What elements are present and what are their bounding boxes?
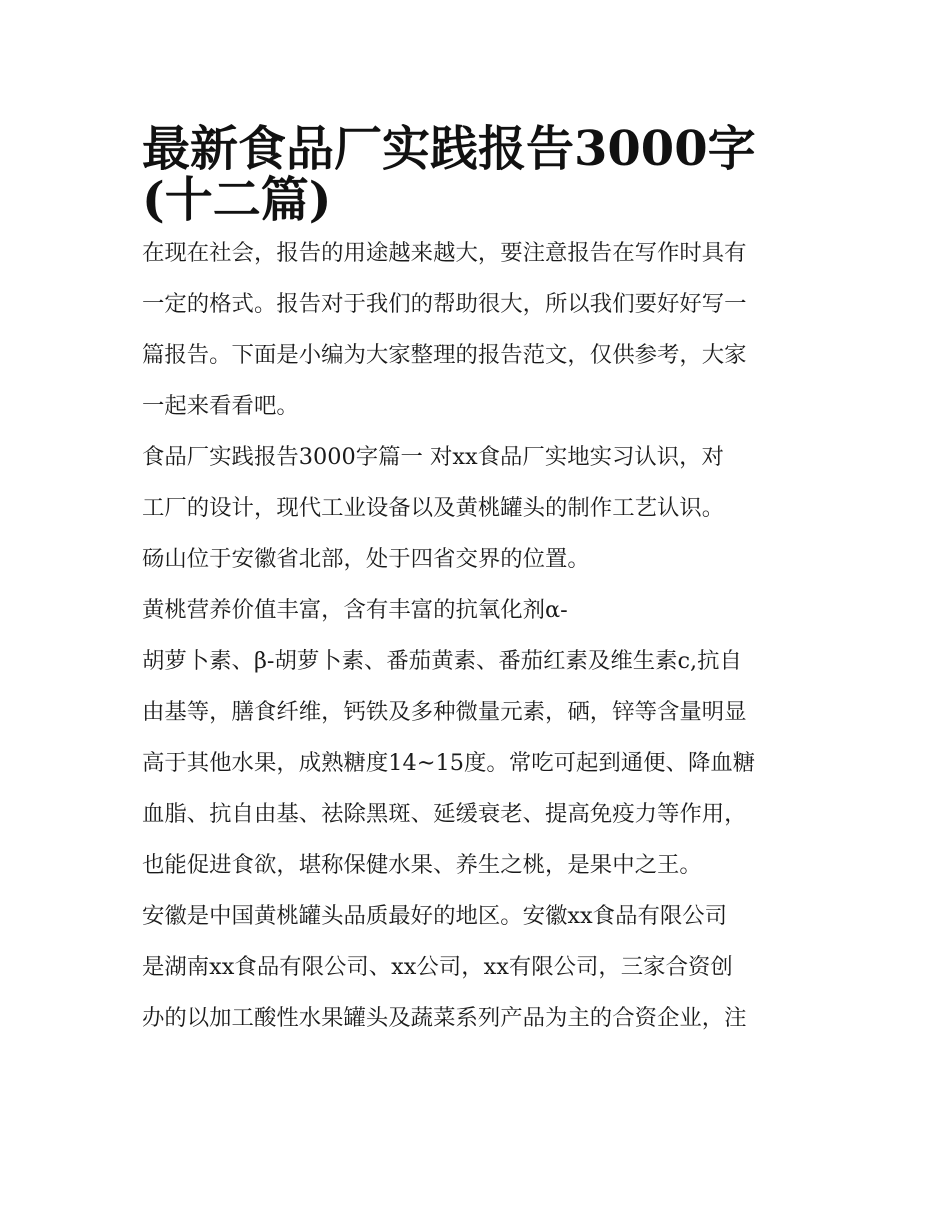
document-content <box>142 112 814 1044</box>
paragraph-location <box>142 534 814 585</box>
text-line: 篇报告。下面是小编为大家整理的报告范文，仅供参考，大家 <box>142 342 747 368</box>
text-line: 一定的格式。报告对于我们的帮助很大，所以我们要好好写一 <box>142 291 747 317</box>
text-line: 高于其他水果，成熟糖度14~15度。常吃可起到通便、降血糖 <box>142 750 756 776</box>
document-body <box>142 228 814 1044</box>
text-line: 在现在社会，报告的用途越来越大，要注意报告在写作时具有 <box>142 240 747 266</box>
text-line: 砀山位于安徽省北部，处于四省交界的位置。 <box>142 546 590 572</box>
text-line: 工厂的设计，现代工业设备以及黄桃罐头的制作工艺认识。 <box>142 495 725 521</box>
paragraph-nutrition <box>142 636 814 891</box>
title-line: 最新食品厂实践报告3000字 <box>142 121 756 177</box>
text-line: 办的以加工酸性水果罐头及蔬菜系列产品为主的合资企业，注 <box>142 1005 747 1031</box>
paragraph-company <box>142 891 814 1044</box>
text-line: 安徽是中国黄桃罐头品质最好的地区。安徽xx食品有限公司 <box>142 903 728 929</box>
document-title <box>142 112 814 228</box>
text-line: 一起来看看吧。 <box>142 393 299 419</box>
text-line: 血脂、抗自由基、祛除黑斑、延缓衰老、提高免疫力等作用， <box>142 801 747 827</box>
text-line: 黄桃营养价值丰富，含有丰富的抗氧化剂α- <box>142 597 568 623</box>
text-line: 也能促进食欲，堪称保健水果、养生之桃，是果中之王。 <box>142 852 702 878</box>
paragraph-section-one <box>142 432 814 534</box>
text-line: 胡萝卜素、β-胡萝卜素、番茄黄素、番茄红素及维生素c,抗自 <box>142 648 742 674</box>
text-line: 是湖南xx食品有限公司、xx公司，xx有限公司，三家合资创 <box>142 954 733 980</box>
text-line: 食品厂实践报告3000字篇一 对xx食品厂实地实习认识，对 <box>142 444 724 470</box>
text-line: 由基等，膳食纤维，钙铁及多种微量元素，硒，锌等含量明显 <box>142 699 747 725</box>
paragraph-nutrition-intro <box>142 585 814 636</box>
title-line: (十二篇) <box>142 172 332 228</box>
paragraph-intro <box>142 228 814 432</box>
